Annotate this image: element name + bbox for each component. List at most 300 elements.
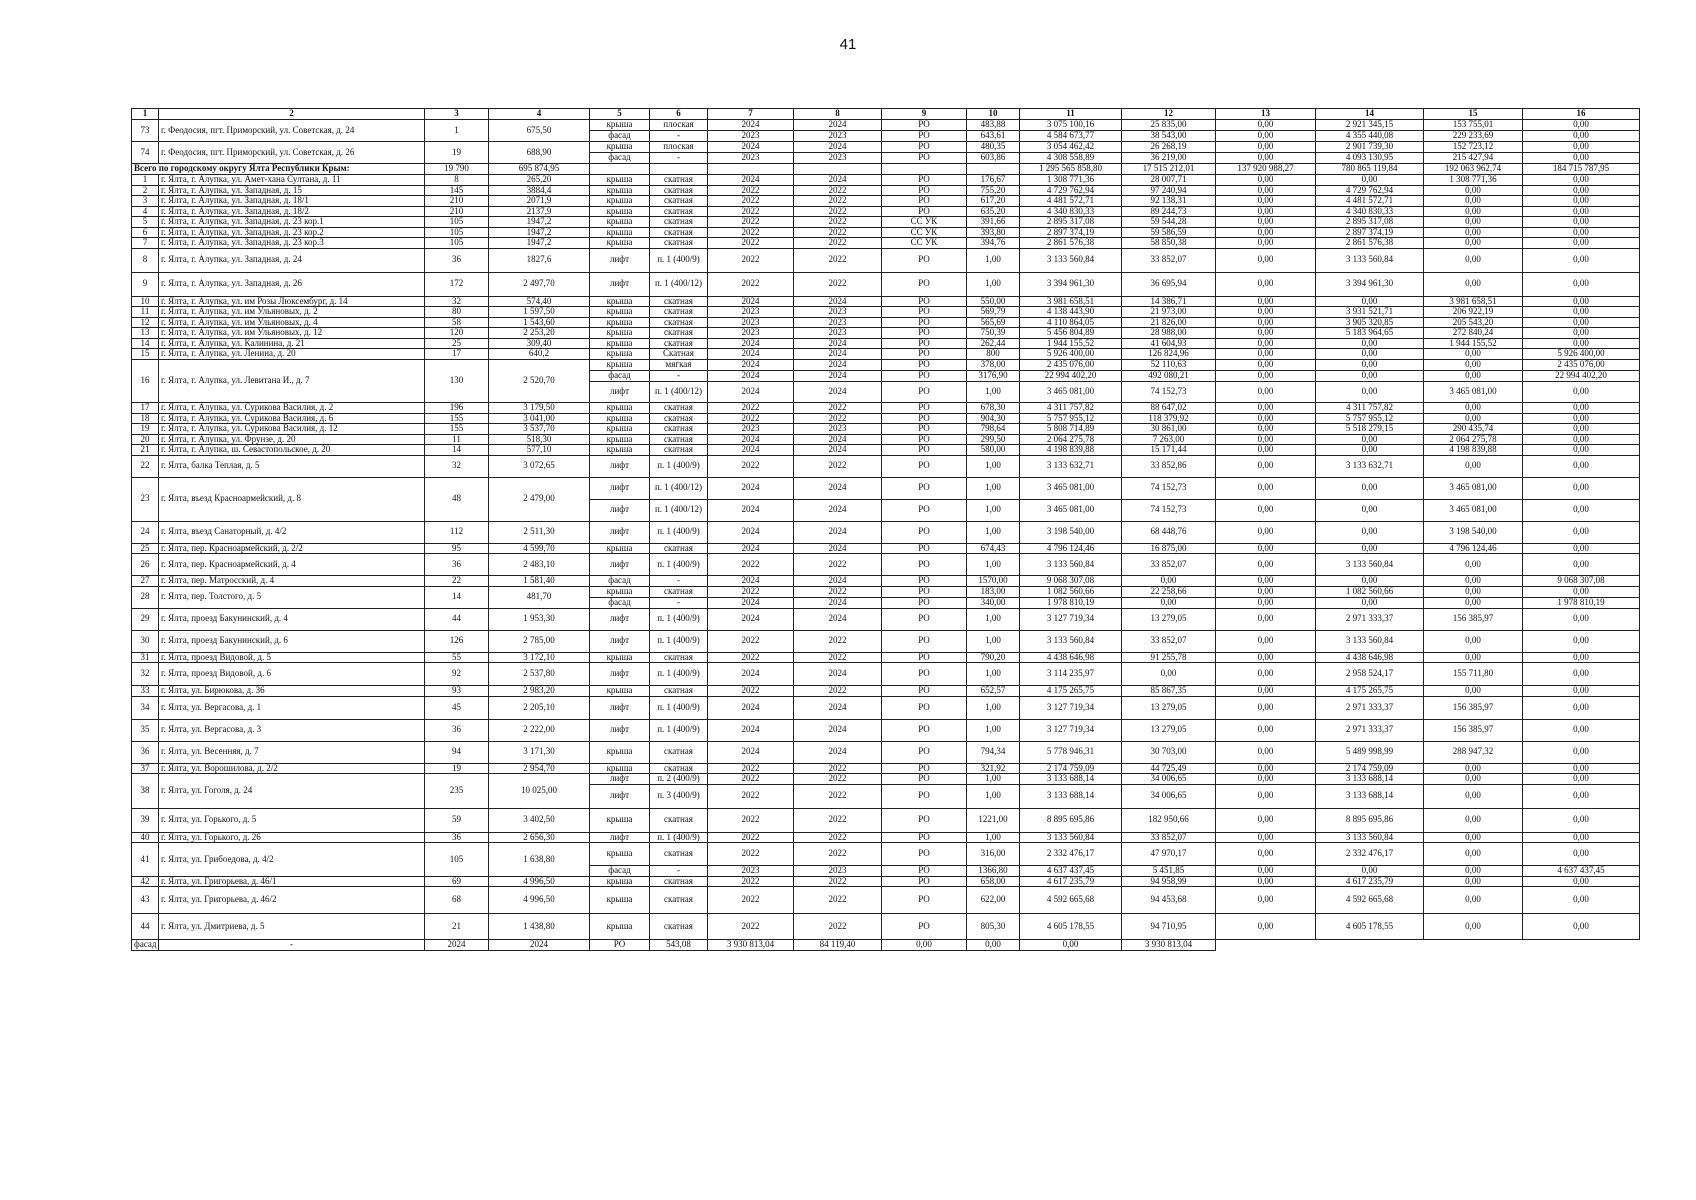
table-cell: 262,44 (967, 338, 1020, 349)
table-cell: - (650, 576, 708, 587)
table-cell: 2024 (708, 360, 794, 371)
table-cell: 2 511,30 (489, 521, 590, 543)
table-cell: крыша (590, 914, 650, 940)
table-cell: п. 1 (400/12) (650, 272, 708, 296)
table-cell: РО (590, 940, 650, 951)
row-number: 13 (132, 328, 159, 339)
table-cell: лифт (590, 696, 650, 719)
table-cell: лифт (590, 477, 650, 499)
table-cell: 0,00 (1424, 272, 1523, 296)
table-row (132, 808, 1640, 832)
table-row (132, 196, 1640, 207)
table-cell: скатная (650, 434, 708, 445)
table-cell: 84 119,40 (794, 940, 882, 951)
table-cell: 19 (425, 142, 489, 164)
table-cell: 0,00 (1216, 217, 1316, 228)
table-cell: 2024 (708, 382, 794, 403)
row-number: 42 (132, 876, 159, 887)
table-cell: 0,00 (1424, 876, 1523, 887)
table-cell: 59 586,59 (1122, 227, 1216, 238)
table-row (132, 586, 1640, 597)
table-cell: 2 983,20 (489, 686, 590, 697)
table-cell: 2023 (794, 317, 882, 328)
table-cell: 105 (425, 227, 489, 238)
table-cell: 3 041,00 (489, 413, 590, 424)
table-cell: 1,00 (967, 521, 1020, 543)
table-cell: 0,00 (1523, 403, 1640, 414)
table-cell: 210 (425, 196, 489, 207)
table-cell: РО (882, 403, 967, 414)
table-cell: 1947,2 (489, 238, 590, 249)
table-cell: 0,00 (1523, 696, 1640, 719)
table-cell: лифт (590, 248, 650, 272)
table-cell: РО (882, 360, 967, 371)
table-cell: 2 901 739,30 (1316, 142, 1424, 153)
table-cell: 0,00 (1216, 349, 1316, 360)
table-cell: 309,40 (489, 338, 590, 349)
table-cell: 0,00 (1216, 554, 1316, 576)
row-number: 16 (132, 360, 159, 403)
table-cell: 196 (425, 403, 489, 414)
table-cell: 0,00 (1216, 763, 1316, 774)
address-cell: г. Ялта, ул. Григорьева, д. 46/1 (159, 876, 425, 887)
table-cell: 3 402,50 (489, 808, 590, 832)
table-cell: 15 171,44 (1122, 445, 1216, 456)
table-cell: крыша (590, 185, 650, 196)
table-cell: 794,34 (967, 741, 1020, 763)
table-cell: 68 448,76 (1122, 521, 1216, 543)
table-cell: 0,00 (1424, 576, 1523, 587)
table-cell: 38 543,00 (1122, 131, 1216, 142)
table-cell: крыша (590, 328, 650, 339)
table-cell: 3 133 560,84 (1316, 630, 1424, 652)
table-cell: 2024 (794, 338, 882, 349)
table-cell: 2022 (794, 652, 882, 663)
table-cell: 2022 (794, 238, 882, 249)
table-cell: 4 198 839,88 (1020, 445, 1122, 456)
table-cell: скатная (650, 206, 708, 217)
table-cell: крыша (590, 196, 650, 207)
table-cell: 4 311 757,82 (1020, 403, 1122, 414)
table-cell: 0,00 (1216, 586, 1316, 597)
table-cell: 2024 (708, 175, 794, 186)
table-cell: 44 725,49 (1122, 763, 1216, 774)
row-number: 4 (132, 206, 159, 217)
table-cell: 3 930 813,04 (1122, 940, 1216, 951)
table-cell: 1,00 (967, 499, 1020, 521)
table-cell: 2024 (708, 371, 794, 382)
table-cell: 0,00 (1216, 784, 1316, 808)
table-cell: 34 006,65 (1122, 784, 1216, 808)
table-cell: 3 133 688,14 (1316, 784, 1424, 808)
table-cell: 2 656,30 (489, 832, 590, 843)
table-cell: 0,00 (1523, 843, 1640, 866)
table-cell: 321,92 (967, 763, 1020, 774)
table-row (132, 185, 1640, 196)
address-cell: г. Ялта, ул. Вергасова, д. 3 (159, 719, 425, 741)
table-cell: 1 082 560,66 (1316, 586, 1424, 597)
table-cell: 52 110,63 (1122, 360, 1216, 371)
total-row (132, 164, 1640, 175)
table-cell: 2 479,00 (489, 477, 590, 521)
table-cell: скатная (650, 741, 708, 763)
table-row (132, 238, 1640, 249)
table-cell: 2023 (708, 424, 794, 435)
total-label: Всего по городскому округу Ялта Республики Крым: (132, 164, 425, 175)
table-cell: 518,30 (489, 434, 590, 445)
table-cell: 2022 (708, 832, 794, 843)
column-header: 12 (1122, 109, 1216, 120)
table-cell: лифт (590, 774, 650, 785)
row-number: 22 (132, 455, 159, 477)
table-cell: 2023 (708, 866, 794, 877)
column-header: 5 (590, 109, 650, 120)
table-cell: 153 755,01 (1424, 120, 1523, 131)
table-cell: РО (882, 887, 967, 914)
table-row (132, 317, 1640, 328)
table-cell: 1 308 771,36 (1424, 175, 1523, 186)
table-cell: фасад (590, 597, 650, 608)
table-cell: 904,30 (967, 413, 1020, 424)
table-cell: 2024 (794, 120, 882, 131)
table-cell: РО (882, 914, 967, 940)
row-number: 26 (132, 554, 159, 576)
table-row (132, 608, 1640, 630)
table-cell: СС УК (882, 238, 967, 249)
table-cell: 0,00 (1523, 328, 1640, 339)
table-cell: 658,00 (967, 876, 1020, 887)
table-cell: 0,00 (1424, 774, 1523, 785)
table-cell: крыша (590, 238, 650, 249)
table-cell: п. 1 (400/9) (650, 630, 708, 652)
row-number: 19 (132, 424, 159, 435)
table-cell: 0,00 (1424, 843, 1523, 866)
table-row (132, 940, 1640, 951)
table-cell: 2022 (794, 248, 882, 272)
table-cell: 8 895 695,86 (1316, 808, 1424, 832)
table-cell: п. 2 (400/9) (650, 774, 708, 785)
table-cell: 21 973,00 (1122, 307, 1216, 318)
table-cell: 603,86 (967, 153, 1020, 164)
table-cell: 4 311 757,82 (1316, 403, 1424, 414)
table-cell: 0,00 (1316, 382, 1424, 403)
table-cell: РО (882, 876, 967, 887)
address-cell: г. Ялта, ул. Весенняя, д. 7 (159, 741, 425, 763)
table-cell: фасад (590, 576, 650, 587)
table-row (132, 774, 1640, 785)
table-cell: 3 133 688,14 (1020, 774, 1122, 785)
table-cell: крыша (590, 843, 650, 866)
table-cell: 2137,9 (489, 206, 590, 217)
table-cell: скатная (650, 217, 708, 228)
table-cell: 184 715 787,95 (1523, 164, 1640, 175)
table-cell: 3 171,30 (489, 741, 590, 763)
table-cell: 48 (425, 477, 489, 521)
table-row (132, 876, 1640, 887)
table-cell: 3 930 813,04 (708, 940, 794, 951)
table-row (132, 142, 1640, 153)
table-cell: 2 954,70 (489, 763, 590, 774)
table-cell: 0,00 (1523, 120, 1640, 131)
table-row (132, 445, 1640, 456)
table-cell: 0,00 (1216, 296, 1316, 307)
table-cell: 0,00 (1216, 521, 1316, 543)
table-cell: 675,50 (489, 120, 590, 142)
table-cell: крыша (590, 434, 650, 445)
address-cell: г. Ялта, въезд Санаторный, д. 4/2 (159, 521, 425, 543)
table-cell: 2023 (794, 153, 882, 164)
table-cell: 617,20 (967, 196, 1020, 207)
table-cell: 33 852,07 (1122, 248, 1216, 272)
table-cell: 0,00 (1523, 317, 1640, 328)
table-cell: 130 (425, 360, 489, 403)
table-cell: РО (882, 554, 967, 576)
table-cell: 2024 (794, 719, 882, 741)
table-cell: 3 127 719,34 (1020, 719, 1122, 741)
table-cell: п. 1 (400/9) (650, 608, 708, 630)
table-cell: СС УК (882, 217, 967, 228)
table-cell: РО (882, 741, 967, 763)
table-cell: 0,00 (1216, 808, 1316, 832)
table-cell: 3 054 462,42 (1020, 142, 1122, 153)
table-cell: 2024 (708, 445, 794, 456)
table-cell: 1,00 (967, 663, 1020, 686)
table-cell: 0,00 (1216, 576, 1316, 587)
table-cell: 13 279,05 (1122, 719, 1216, 741)
table-cell: 0,00 (1216, 843, 1316, 866)
address-cell: г. Ялта, г. Алупка, ш. Севастопольское, д. 20 (159, 445, 425, 456)
table-cell: 2024 (794, 499, 882, 521)
table-cell: 210 (425, 206, 489, 217)
table-cell: 755,20 (967, 185, 1020, 196)
table-cell: 14 (425, 586, 489, 608)
table-cell: 2024 (794, 296, 882, 307)
table-cell: РО (882, 843, 967, 866)
address-cell: г. Ялта, ул. Горького, д. 26 (159, 832, 425, 843)
table-cell: 2 064 275,78 (1424, 434, 1523, 445)
table-cell: 3884,4 (489, 185, 590, 196)
table-cell: скатная (650, 424, 708, 435)
table-cell: 2 064 275,78 (1020, 434, 1122, 445)
table-cell: 4 110 864,05 (1020, 317, 1122, 328)
address-cell: г. Феодосия, пгт. Приморский, ул. Советская, д. 24 (159, 120, 425, 142)
table-cell: 2024 (708, 120, 794, 131)
table-cell: 569,79 (967, 307, 1020, 318)
address-cell: г. Ялта, проезд Бакунинский, д. 6 (159, 630, 425, 652)
table-cell: 1 (425, 120, 489, 142)
table-cell: РО (882, 686, 967, 697)
table-cell: 0,00 (1523, 445, 1640, 456)
table-cell: 1 944 155,52 (1424, 338, 1523, 349)
table-cell: скатная (650, 238, 708, 249)
table-cell: крыша (590, 296, 650, 307)
table-cell: 0,00 (1424, 866, 1523, 877)
table-cell: 0,00 (1216, 741, 1316, 763)
table-cell: 0,00 (1216, 774, 1316, 785)
table-cell: 0,00 (1523, 424, 1640, 435)
table-row (132, 424, 1640, 435)
table-cell: 2024 (794, 142, 882, 153)
table-cell: п. 3 (400/9) (650, 784, 708, 808)
row-number: 1 (132, 175, 159, 186)
table-cell: фасад (132, 940, 159, 951)
table-cell: 2024 (794, 477, 882, 499)
table-cell: крыша (590, 887, 650, 914)
table-cell: 3 465 081,00 (1424, 382, 1523, 403)
table-cell: скатная (650, 227, 708, 238)
table-cell: 0,00 (1424, 206, 1523, 217)
table-cell: 565,69 (967, 317, 1020, 328)
table-cell: скатная (650, 543, 708, 554)
table-cell: лифт (590, 719, 650, 741)
table-cell: 3 931 521,71 (1316, 307, 1424, 318)
table-cell: РО (882, 455, 967, 477)
table-cell: 2022 (708, 413, 794, 424)
table-cell: 483,88 (967, 120, 1020, 131)
table-cell: 4 996,50 (489, 876, 590, 887)
table-cell: 4 617 235,79 (1020, 876, 1122, 887)
table-cell: 2 921 345,15 (1316, 120, 1424, 131)
address-cell: г. Ялта, г. Алупка, ул. Сурикова Василия, д. 12 (159, 424, 425, 435)
table-cell: 0,00 (1424, 914, 1523, 940)
table-cell: 17 515 212,01 (1122, 164, 1216, 175)
table-cell: 0,00 (1216, 686, 1316, 697)
table-cell: 5 926 400,00 (1523, 349, 1640, 360)
table-cell: 0,00 (1424, 196, 1523, 207)
table-cell: 14 386,71 (1122, 296, 1216, 307)
table-cell: 59 (425, 808, 489, 832)
table-cell: 94 453,68 (1122, 887, 1216, 914)
table-cell: 2023 (794, 328, 882, 339)
table-cell: крыша (590, 175, 650, 186)
table-cell: 0,00 (1316, 576, 1424, 587)
table-cell: 95 (425, 543, 489, 554)
table-cell: РО (882, 763, 967, 774)
table-cell: 0,00 (1316, 597, 1424, 608)
table-cell: 229 233,69 (1424, 131, 1523, 142)
table-cell (650, 164, 708, 175)
column-header: 2 (159, 109, 425, 120)
table-cell: 25 835,00 (1122, 120, 1216, 131)
table-cell: 0,00 (1424, 554, 1523, 576)
table-cell: 750,39 (967, 328, 1020, 339)
row-number: 18 (132, 413, 159, 424)
table-cell: скатная (650, 808, 708, 832)
table-cell: скатная (650, 307, 708, 318)
table-cell: 0,00 (1316, 175, 1424, 186)
table-cell: 0,00 (1523, 296, 1640, 307)
table-cell: 0,00 (1216, 227, 1316, 238)
table-cell: 2022 (794, 914, 882, 940)
table-cell: 798,64 (967, 424, 1020, 435)
table-cell: 41 604,93 (1122, 338, 1216, 349)
table-cell: п. 1 (400/9) (650, 248, 708, 272)
table-cell: 16 875,00 (1122, 543, 1216, 554)
table-cell: 2024 (794, 696, 882, 719)
table-cell: 2024 (794, 741, 882, 763)
column-header: 8 (794, 109, 882, 120)
table-cell: РО (882, 120, 967, 131)
table-cell: СС УК (882, 227, 967, 238)
table-cell: РО (882, 338, 967, 349)
table-cell: 0,00 (1424, 586, 1523, 597)
table-cell: 4 175 265,75 (1020, 686, 1122, 697)
table-cell: 0,00 (1316, 866, 1424, 877)
table-cell: п. 1 (400/12) (650, 499, 708, 521)
table-cell: 2022 (708, 630, 794, 652)
table-cell: 0,00 (1523, 434, 1640, 445)
table-cell: 1 597,50 (489, 307, 590, 318)
row-number: 2 (132, 185, 159, 196)
table-cell: 0,00 (1216, 543, 1316, 554)
table-cell: 2022 (708, 763, 794, 774)
table-cell: 4 355 440,08 (1316, 131, 1424, 142)
table-cell: 0,00 (882, 940, 967, 951)
table-cell: 340,00 (967, 597, 1020, 608)
table-cell: 299,50 (967, 434, 1020, 445)
table-cell: 68 (425, 887, 489, 914)
address-cell: г. Феодосия, пгт. Приморский, ул. Советская, д. 26 (159, 142, 425, 164)
table-cell: 1947,2 (489, 227, 590, 238)
table-cell: 2024 (708, 719, 794, 741)
table-cell: 4 605 178,55 (1316, 914, 1424, 940)
table-cell: 2023 (708, 307, 794, 318)
table-cell: 91 255,78 (1122, 652, 1216, 663)
table-cell: крыша (590, 120, 650, 131)
address-cell: г. Ялта, въезд Красноармейский, д. 8 (159, 477, 425, 521)
table-cell: 543,08 (650, 940, 708, 951)
table-row (132, 217, 1640, 228)
table-row (132, 543, 1640, 554)
table-cell: 3 465 081,00 (1020, 382, 1122, 403)
table-cell: РО (882, 371, 967, 382)
table-row (132, 554, 1640, 576)
row-number: 8 (132, 248, 159, 272)
table-cell: 2024 (708, 597, 794, 608)
table-cell: скатная (650, 445, 708, 456)
table-cell: 2024 (794, 382, 882, 403)
row-number: 20 (132, 434, 159, 445)
table-cell: 0,00 (1216, 413, 1316, 424)
table-cell: 0,00 (1424, 686, 1523, 697)
address-cell: г. Ялта, г. Алупка, ул. Западная, д. 23 кор.2 (159, 227, 425, 238)
table-cell: 0,00 (1216, 424, 1316, 435)
table-cell: крыша (590, 445, 650, 456)
table-cell: 2022 (794, 227, 882, 238)
table-cell: 0,00 (1216, 185, 1316, 196)
table-cell: 2024 (794, 434, 882, 445)
table-cell: - (650, 597, 708, 608)
address-cell: г. Ялта, ул. Ворошилова, д. 2/2 (159, 763, 425, 774)
table-cell: 5 808 714,89 (1020, 424, 1122, 435)
table-cell: РО (882, 652, 967, 663)
table-cell: 4 198 839,88 (1424, 445, 1523, 456)
table-cell: 0,00 (1523, 248, 1640, 272)
table-cell: 33 852,86 (1122, 455, 1216, 477)
table-cell: 14 (425, 445, 489, 456)
table-cell: РО (882, 185, 967, 196)
address-cell: г. Ялта, г. Алупка, ул. Фрунзе, д. 20 (159, 434, 425, 445)
column-header: 11 (1020, 109, 1122, 120)
table-cell: крыша (590, 543, 650, 554)
table-cell: РО (882, 774, 967, 785)
table-cell: 2022 (794, 586, 882, 597)
table-cell: 2 174 759,09 (1020, 763, 1122, 774)
address-cell: г. Ялта, г. Алупка, ул. им Ульяновых, д. 12 (159, 328, 425, 339)
table-cell: 2 958 524,17 (1316, 663, 1424, 686)
table-row (132, 360, 1640, 371)
table-cell (590, 164, 650, 175)
